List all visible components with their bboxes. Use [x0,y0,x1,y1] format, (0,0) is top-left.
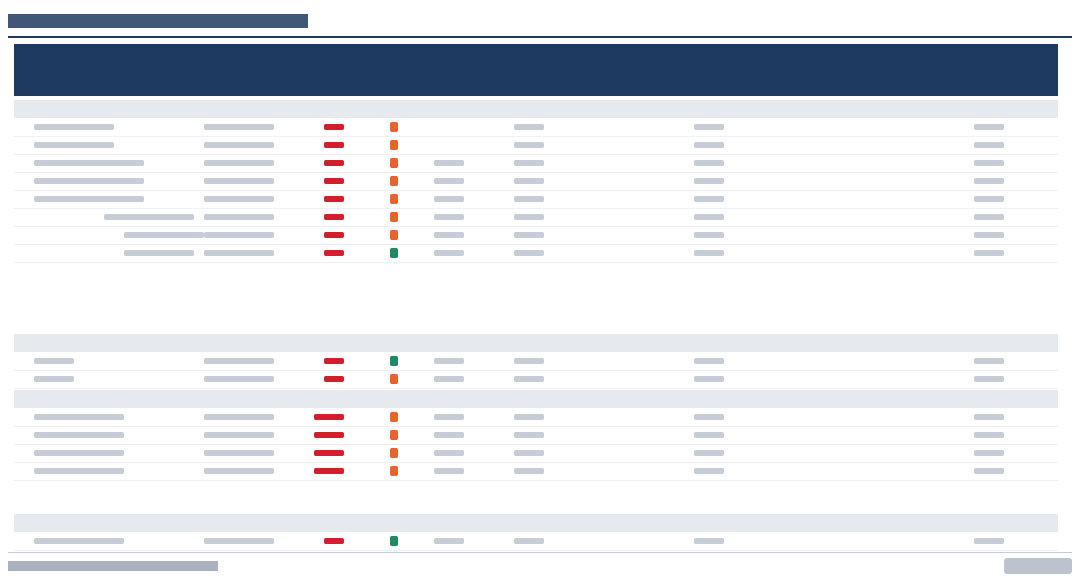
section-band [14,334,1058,352]
table-row [14,118,1058,137]
title-placeholder [8,14,308,28]
footer [8,552,1072,577]
table-row [14,370,1058,389]
header-band-top [14,44,1058,60]
table-row [14,352,1058,371]
section-band [14,514,1058,532]
section-band [14,100,1058,118]
table-row [14,190,1058,209]
table-row [14,154,1058,173]
table-row [14,208,1058,227]
table-row [14,172,1058,191]
data-table-placeholder [14,44,1058,544]
section-band [14,390,1058,408]
table-row [14,244,1058,263]
table-row [14,136,1058,155]
table-row [14,408,1058,427]
table-row [14,532,1058,551]
source-placeholder [8,561,218,571]
table-row [14,444,1058,463]
table-row [14,226,1058,245]
header-band-bottom [14,60,1058,96]
title-bar [8,6,1072,38]
table-row [14,426,1058,445]
table-row [14,462,1058,481]
logo-placeholder [1004,558,1072,574]
